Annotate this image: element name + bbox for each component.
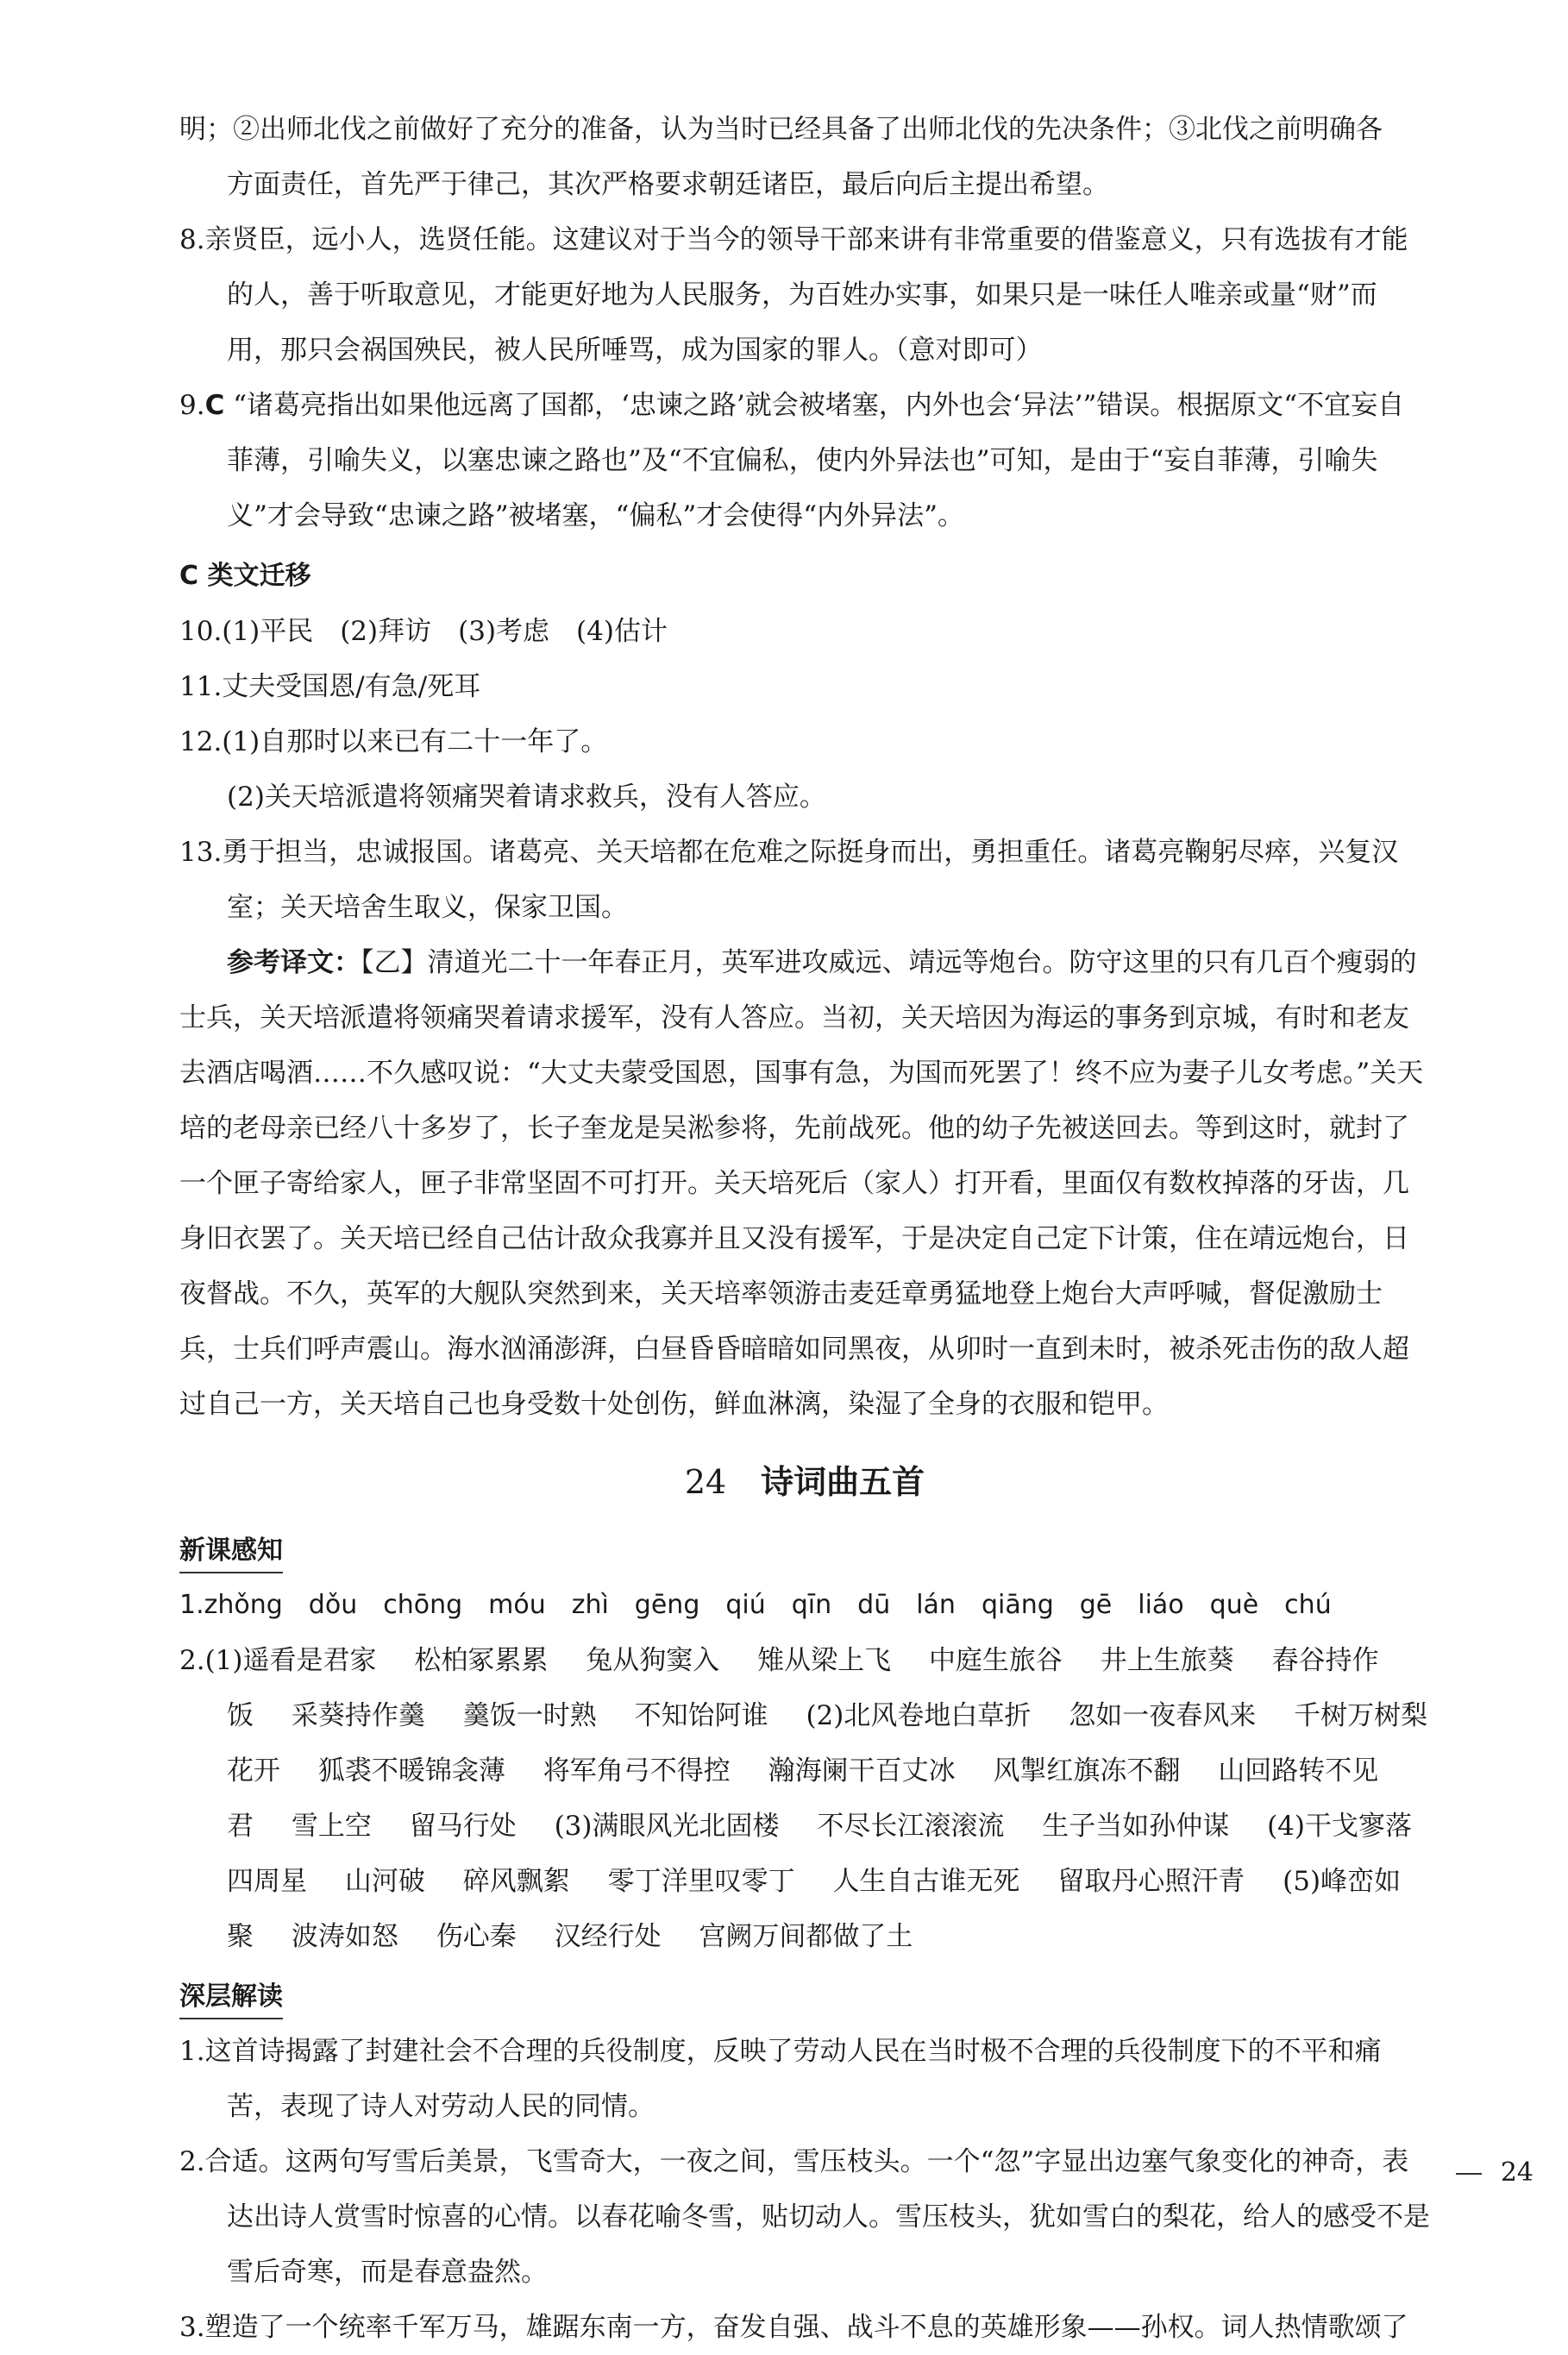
text-line: 明；②出师北伐之前做好了充分的准备，认为当时已经具备了出师北伐的先决条件；③北伐之前明确各 — [179, 114, 1383, 145]
poem-line-answer: 人生自古谁无死 — [832, 1866, 1020, 1897]
poem-line-answer: (5)峰峦如聚 — [227, 1866, 1402, 1952]
poem-line-answer: 不知饴阿谁 — [634, 1700, 768, 1731]
poem-line-answer: 山河破 — [344, 1866, 425, 1897]
answer-page — [179, 102, 1430, 2355]
reference-translation — [179, 935, 1430, 1432]
section-heading: 深层解读 — [179, 1976, 283, 2019]
poem-line-answer: 留马行处 — [409, 1811, 517, 1842]
page-number-dash — [1456, 2173, 1482, 2175]
poem-line-answer: 雉从梁上飞 — [757, 1645, 892, 1676]
section-heading: C 类文迁移 — [179, 561, 311, 591]
text-line: 方面责任，首先严于律己，其次严格要求朝廷诸臣，最后向后主提出希望。 — [227, 169, 1109, 200]
poem-line-answer: 狐裘不暖锦衾薄 — [317, 1755, 505, 1787]
poem-line-answer: 宫阙万间都做了土 — [699, 1921, 913, 1952]
poem-line-answer: 生子当如孙仲谋 — [1042, 1811, 1230, 1842]
answer-9-explanation: “诸葛亮指出如果他远离了国都，‘忠谏之路’就会被堵塞，内外也会‘异法’”错误。根据原文“不宜妄自菲薄，引喻失义，以塞忠谏之路也”及“不宜偏私，使内外异法也”可知，是由于“妄自菲薄，引喻失义”才会导致“忠谏之路”被堵塞，“偏私”才会使得“内外异法”。 — [227, 390, 1405, 531]
poem-line-answer: 山回路转不见君 — [227, 1755, 1379, 1842]
translation-label: 参考译文： — [227, 947, 361, 978]
deep-answer-3: 3.塑造了一个统率千军万马，雄踞东南一方，奋发自强、战斗不息的英雄形象——孙权。词人热情歌颂了 — [179, 2312, 1408, 2343]
poem-line-answer: 忽如一夜春风来 — [1069, 1700, 1257, 1731]
poem-line-answer: 零丁洋里叹零丁 — [607, 1866, 795, 1897]
poem-line-answer: (4)干戈寥落四周星 — [227, 1811, 1412, 1897]
answer-9-number: 9. — [179, 390, 205, 421]
poem-line-answer: 波涛如怒 — [291, 1921, 398, 1952]
answer-12-part2: (2)关天培派遣将领痛哭着请求救兵，没有人答应。 — [227, 782, 826, 813]
poem-line-answer: 舂谷持作饭 — [227, 1645, 1379, 1731]
poem-line-answer: 松柏冢累累 — [414, 1645, 549, 1676]
section-heading: 新课感知 — [179, 1530, 283, 1573]
page-number — [1456, 2145, 1534, 2201]
pinyin-answers: 1.zhǒng dǒu chōng móu zhì gēng qiú qīn dū lán qiāng gē liáo què chú — [179, 1590, 1332, 1620]
translation-text: 【乙】清道光二十一年春正月，英军进攻威远、靖远等炮台。防守这里的只有几百个瘦弱的士兵，关天培派遣将领痛哭着请求援军，没有人答应。当初，关天培因为海运的事务到京城，有时和老友去酒店喝酒……不久感叹说：“大丈夫蒙受国恩，国事有急，为国而死罢了！终不应为妻子儿女考虑。”关天培的老母亲已经八十多岁了，长子奎龙是吴淞参将，先前战死。他的幼子先被送回去。等到这时，就封了一个匣子寄给家人，匣子非常坚固不可打开。关天培死后（家人）打开看，里面仅有数枚掉落的牙齿，几身旧衣罢了。关天培已经自己估计敌众我寡并且又没有援军，于是决定自己定下计策，住在靖远炮台，日夜督战。不久，英军的大舰队突然到来，关天培率领游击麦廷章勇猛地登上炮台大声呼喊，督促激励士兵，士兵们呼声震山。海水汹涌澎湃，白昼昏昏暗暗如同黑夜，从卯时一直到未时，被杀死击伤的敌人超过自己一方，关天培自己也身受数十处创伤，鲜血淋漓，染湿了全身的衣服和铠甲。 — [179, 947, 1424, 1420]
answer-11: 11.丈夫受国恩/有急/死耳 — [179, 671, 481, 702]
poem-line-answer: 汉经行处 — [554, 1921, 662, 1952]
deep-answer-2: 2.合适。这两句写雪后美景，飞雪奇大，一夜之间，雪压枝头。一个“忽”字显出边塞气象变化的神奇，表达出诗人赏雪时惊喜的心情。以春花喻冬雪，贴切动人。雪压枝头，犹如雪白的梨花，给人的感受不是雪后奇寒，而是春意盎然。 — [179, 2146, 1430, 2288]
poem-line-answer: 留取丹心照汗青 — [1057, 1866, 1245, 1897]
poem-line-answer: (3)满眼风光北固楼 — [554, 1811, 780, 1842]
poem-line-answer: 2.(1)遥看是君家 — [179, 1645, 377, 1676]
lesson-title — [179, 1454, 1430, 1510]
page-number-text: 24 — [1500, 2157, 1534, 2188]
poem-line-answer: (2)北风卷地白草折 — [806, 1700, 1032, 1731]
answer-13: 13.勇于担当，忠诚报国。诸葛亮、关天培都在危难之际挺身而出，勇担重任。诸葛亮鞠躬尽瘁，兴复汉室；关天培舍生取义，保家卫国。 — [179, 837, 1399, 923]
poem-line-answer: 井上生旅葵 — [1100, 1645, 1234, 1676]
answer-12-part1: 12.(1)自那时以来已有二十一年了。 — [179, 726, 608, 757]
answer-8: 8.亲贤臣，远小人，选贤任能。这建议对于当今的领导干部来讲有非常重要的借鉴意义，只有选拔有才能的人，善于听取意见，才能更好地为人民服务，为百姓办实事，如果只是一味任人唯亲或量“财”而用，那只会祸国殃民，被人民所唾骂，成为国家的罪人。（意对即可） — [179, 224, 1408, 366]
poem-line-answer: 兔从狗窦入 — [586, 1645, 720, 1676]
poem-line-answer: 瀚海阑干百丈冰 — [768, 1755, 956, 1787]
lesson-name: 诗词曲五首 — [761, 1463, 925, 1501]
poem-line-answer: 伤心秦 — [436, 1921, 517, 1952]
poem-line-answer: 碎风飘絮 — [462, 1866, 570, 1897]
poem-fill-answers — [179, 1633, 1430, 1964]
poem-line-answer: 采葵持作羹 — [291, 1700, 425, 1731]
poem-line-answer: 中庭生旅谷 — [928, 1645, 1063, 1676]
answer-9 — [179, 378, 1430, 543]
poem-line-answer: 雪上空 — [291, 1811, 372, 1842]
answer-9-choice: C — [204, 390, 225, 421]
poem-line-answer: 将军角弓不得控 — [543, 1755, 731, 1787]
deep-answer-1: 1.这首诗揭露了封建社会不合理的兵役制度，反映了劳动人民在当时极不合理的兵役制度下的不平和痛苦，表现了诗人对劳动人民的同情。 — [179, 2036, 1382, 2122]
poem-line-answer: 羹饭一时熟 — [462, 1700, 597, 1731]
answer-10: 10.(1)平民 (2)拜访 (3)考虑 (4)估计 — [179, 616, 668, 647]
lesson-number: 24 — [684, 1463, 727, 1501]
poem-line-answer: 风掣红旗冻不翻 — [993, 1755, 1181, 1787]
poem-line-answer: 千树万树梨花开 — [227, 1700, 1428, 1787]
poem-line-answer: 不尽长江滚滚流 — [817, 1811, 1005, 1842]
